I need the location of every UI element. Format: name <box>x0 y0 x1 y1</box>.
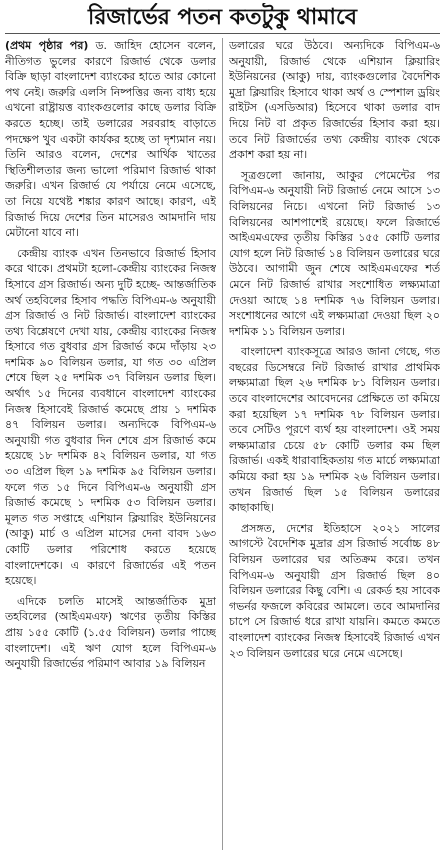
column-left <box>5 38 216 850</box>
paragraph <box>5 38 216 241</box>
paragraph: কেন্দ্রীয় ব্যাংক এখন তিনভাবে রিজার্ভ হিসাব করে থাকে। প্রথমটা হলো-কেন্দ্রীয় ব্যাংকের নিজস্ব হিসাবে গ্রস রিজার্ভ। অন্য দুটি হচ্ছে- আন্তর্জাতিক অর্থ তহবিলের হিসাব পদ্ধতি বিপিএম-৬ অনুযায়ী গ্রস রিজার্ভ ও নিট রিজার্ভ। বাংলাদেশ ব্যাংকের তথ্য বিশ্লেষণে দেখা যায়, কেন্দ্রীয় ব্যাংকের নিজস্ব হিসাবে গত বুধবার গ্রস রিজার্ভ কমে দাঁড়ায় ২৩ দশমিক ৯০ বিলিয়ন ডলার, যা গত ৩০ এপ্রিল শেষে ছিল ২৫ দশমিক ৩৭ বিলিয়ন ডলার ছিল। অর্থাৎ ১৫ দিনের ব্যবধানে বাংলাদেশ ব্যাংকের নিজস্ব হিসাবেই রিজার্ভ কমেছে প্রায় ১ দশমিক ৪৭ বিলিয়ন ডলার। অন্যদিকে বিপিএম-৬ অনুযায়ী গত বুধবার দিন শেষে গ্রস রিজার্ভ কমে হয়েছে ১৮ দশমিক ৪২ বিলিয়ন ডলার, যা গত ৩০ এপ্রিল ছিল ১৯ দশমিক ৯৫ বিলিয়ন ডলার। ফলে গত ১৫ দিনে বিপিএম-৬ অনুযায়ী গ্রস রিজার্ভ কমেছে ১ দশমিক ৫৩ বিলিয়ন ডলার। মূলত গত সপ্তাহে এশিয়ান ক্লিয়ারিং ইউনিয়নের (আকু) মার্চ ও এপ্রিল মাসের দেনা বাবদ ১৬৩ কোটি ডলার পরিশোধ করতে হয়েছে বাংলাদেশকে। এ কারণে রিজার্ভের এই পতন হয়েছে। <box>5 246 216 588</box>
paragraph: সূত্রগুলো জানায়, আকুর পেমেন্টের পর বিপিএম-৬ অনুযায়ী নিট রিজার্ভ নেমে আসে ১৩ বিলিয়নের নিচে। এখনো নিট রিজার্ভ ১৩ বিলিয়নের আশপাশেই রয়েছে। ফলে রিজার্ভে আইএমএফের তৃতীয় কিস্তির ১৫৫ কোটি ডলার যোগ হলে নিট রিজার্ভ ১৪ বিলিয়ন ডলারের ঘরে উঠবে। আগামী জুন শেষে আইএমএফের শর্ত মেনে নিট রিজার্ভ রাখার সংশোধিত লক্ষ্যমাত্রা দেওয়া আছে ১৪ দশমিক ৭৬ বিলিয়ন ডলার। সংশোধনের আগে এই লক্ষ্যমাত্রা দেওয়া ছিল ২০ দশমিক ১১ বিলিয়ন ডলার। <box>229 168 440 338</box>
paragraph-text: ড. জাহিদ হোসেন বলেন, নীতিগত ভুলের কারণে রিজার্ভ থেকে ডলার বিক্রি ছাড়া বাংলাদেশ ব্যাংকের হাতে আর কোনো পথ নেই। জরুরি এলসি নিষ্পত্তির জন্য বাধ্য হয়ে এখনো রাষ্ট্রায়ত্ত ব্যাংকগুলোর কাছে ডলার বিক্রি করতে হচ্ছে। তাই ডলারের সরবরাহ বাড়াতে পদক্ষেপ খুব একটা কার্যকর হচ্ছে তা দৃশ্যমান নয়। তিনি আরও বলেন, দেশের আর্থিক খাতের স্থিতিশীলতার জন্য ভালো পরিমাণ রিজার্ভ থাকা জরুরি। এখন রিজার্ভ যে পর্যায়ে নেমে এসেছে, তা নিয়ে যথেষ্ট শঙ্কার কারণ আছে। কারণ, এই রিজার্ভ দিয়ে দেশের তিন মাসেরও আমদানি দায় মেটানো যাবে না। <box>5 39 216 240</box>
article-body <box>5 38 440 850</box>
paragraph: প্রসঙ্গত, দেশের ইতিহাসে ২০২১ সালের আগস্টে বৈদেশিক মুদ্রার গ্রস রিজার্ভ সর্বোচ্চ ৪৮ বিলিয়ন ডলারের ঘর অতিক্রম করে। তখন বিপিএম-৬ অনুযায়ী গ্রস রিজার্ভ ছিল ৪০ বিলিয়ন ডলারের কিছু বেশি। এ রেকর্ড হয় সাবেক গভর্নর ফজলে কবিরের আমলে। তবে আমদানির চাপে সে রিজার্ভ ধরে রাখা যায়নি। কমতে কমতে বাংলাদেশ ব্যাংকের নিজস্ব হিসাবেই রিজার্ভ এখন ২৩ বিলিয়ন ডলারের ঘরে নেমে এসেছে। <box>229 521 440 660</box>
column-divider <box>222 38 223 850</box>
continued-marker: (প্রথম পৃষ্ঠার পর) <box>5 39 89 52</box>
paragraph: এদিকে চলতি মাসেই আন্তর্জাতিক মুদ্রা তহবিলের (আইএমএফ) ঋণের তৃতীয় কিস্তির প্রায় ১৫৫ কোটি (১.৫৫ বিলিয়ন) ডলার পাচ্ছে বাংলাদেশ। এই ঋণ যোগ হলে বিপিএম-৬ অনুযায়ী রিজার্ভের পরিমাণ আবার ১৯ বিলিয়ন <box>5 594 216 671</box>
article-headline: রিজার্ভের পতন কতটুকু থামাবে <box>5 3 440 34</box>
paragraph: ডলারের ঘরে উঠবে। অন্যদিকে বিপিএম-৬ অনুযায়ী, রিজার্ভ থেকে এশিয়ান ক্লিয়ারিং ইউনিয়নের (আকু) দায়, ব্যাংকগুলোর বৈদেশিক মুদ্রা ক্লিয়ারিং হিসাবে থাকা অর্থ ও স্পেশাল ড্রয়িং রাইটস (এসডিআর) হিসেবে থাকা ডলার বাদ দিয়ে নিট বা প্রকৃত রিজার্ভের হিসাব করা হয়। তবে নিট রিজার্ভের তথ্য কেন্দ্রীয় ব্যাংক থেকে প্রকাশ করা হয় না। <box>229 39 440 162</box>
paragraph: বাংলাদেশ ব্যাংকসূত্রে আরও জানা গেছে, গত বছরের ডিসেম্বরে নিট রিজার্ভ রাখার প্রাথমিক লক্ষ্যমাত্রা ছিল ২৬ দশমিক ৮১ বিলিয়ন ডলার। তবে বাংলাদেশের আবেদনের প্রেক্ষিতে তা কমিয়ে করা হয়েছিল ১৭ দশমিক ৭৮ বিলিয়ন ডলার। তবে সেটিও পূরণে ব্যর্থ হয় বাংলাদেশ। ওই সময় লক্ষ্যমাত্রার চেয়ে ৫৮ কোটি ডলার কম ছিল রিজার্ভ। একই ধারাবাহিকতায় গত মার্চে লক্ষ্যমাত্রা কমিয়ে করা হয় ১৯ দশমিক ২৬ বিলিয়ন ডলার। তখন রিজার্ভ ছিল ১৫ বিলিয়ন ডলারের কাছাকাছি। <box>229 345 440 515</box>
column-right <box>229 38 440 850</box>
